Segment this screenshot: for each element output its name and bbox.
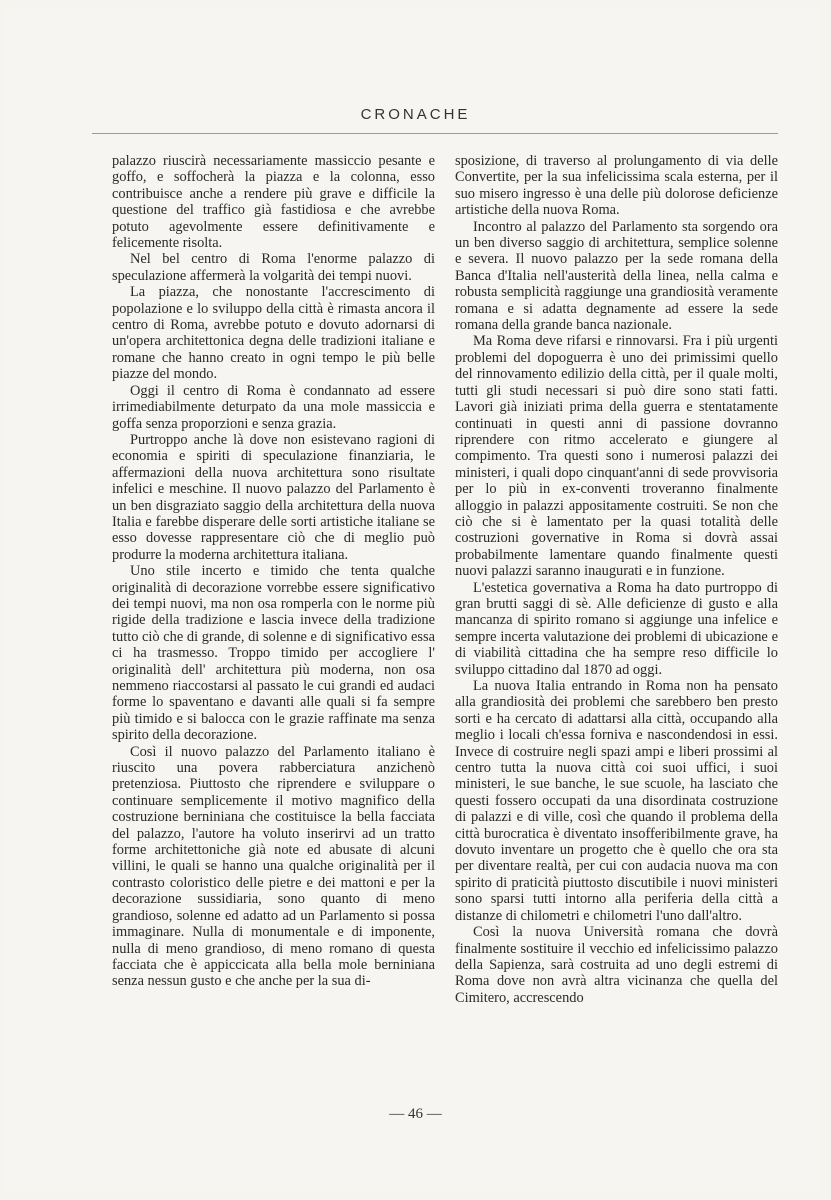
- paragraph: Incontro al palazzo del Parlamento sta sorgendo ora un ben diverso saggio di architettura, semplice solenne e severa. Il nuovo palazzo per la sede romana della Banca d'Italia nell'austerità della linea, nella calma e robusta semplicità raggiunge una grandiosità veramente romana e si adatta degnamente ad essere la sede romana della grande banca nazionale.: [455, 218, 778, 334]
- header-rule: [92, 133, 778, 134]
- paragraph: Così la nuova Università romana che dovrà finalmente sostituire il vecchio ed infelicissimo palazzo della Sapienza, sarà costruita ad uno degli estremi di Roma dove non avrà altra vicinanza che quella del Cimitero, accrescendo: [455, 924, 778, 1006]
- paragraph: Purtroppo anche là dove non esistevano ragioni di economia e spiriti di speculazione finanziaria, le affermazioni della nuova architettura sono risultate infelici e meschine. Il nuovo palazzo del Parlamento è un ben disgraziato saggio della architettura della nuova Italia e farebbe disperare delle sorti artistiche italiane se esso dovesse rappresentare ciò che di meglio può produrre la moderna architettura italiana.: [112, 431, 435, 563]
- paragraph: sposizione, di traverso al prolungamento di via delle Convertite, per la sua infelicissima scala esterna, per il suo misero ingresso è una delle più dolorose deficienze artistiche della nuova Roma.: [455, 153, 778, 219]
- paragraph: palazzo riuscirà necessariamente massiccio pesante e goffo, e soffocherà la piazza e la colonna, esso contribuisce anche a rendere più grave e difficile la questione del traffico già fastidiosa e che avrebbe potuto agevolmente essere definitivamente e felicemente risolta.: [112, 153, 435, 252]
- running-head: CRONACHE: [360, 106, 471, 123]
- paragraph: Uno stile incerto e timido che tenta qualche originalità di decorazione vorrebbe essere significativo dei tempi nuovi, ma non osa romperla con le norme più rigide della tradizione e lascia invece della tradizione tutto ciò che di grande, di solenne e di significativo essa ci ha trasmesso. Troppo timido per accogliere l' originalità dell' architettura più moderna, non osa nemmeno riaccostarsi al passato le cui grandi ed audaci forme lo spaventano e davanti alle quali si fa sempre più timido e si balocca con le grazie raffinate ma senza spirito della decorazione.: [112, 563, 435, 744]
- paragraph: L'estetica governativa a Roma ha dato purtroppo di gran brutti saggi di sè. Alle deficienze di gusto e alla mancanza di spirito romano si aggiunge una infelice e sempre incerta valutazione dei problemi di ubicazione e di viabilità cittadina che ha sempre reso difficile lo sviluppo cittadino dal 1870 ad oggi.: [455, 579, 778, 678]
- paragraph: Nel bel centro di Roma l'enorme palazzo di speculazione affermerà la volgarità dei tempi nuovi.: [112, 251, 435, 284]
- left-column: [112, 153, 435, 990]
- paragraph: La piazza, che nonostante l'accrescimento di popolazione e lo sviluppo della città è rimasta ancora il centro di Roma, avrebbe potuto e dovuto adornarsi di un'opera architettonica degna delle tradizioni italiane e romane che hanno creato in ogni tempo le più belle piazze del mondo.: [112, 284, 435, 383]
- page-number: — 46 —: [389, 1106, 442, 1122]
- paragraph: Ma Roma deve rifarsi e rinnovarsi. Fra i più urgenti problemi del dopoguerra è uno dei primissimi quello del rinnovamento edilizio della città, per il quale molti, tutti gli studi necessari si può dire sono stati fatti. Lavori già iniziati prima della guerra e stentatamente continuati in questi anni di passione dovranno riprendere con ritmo accelerato e giungere al compimento. Tra questi sono i numerosi palazzi dei ministeri, i quali dopo cinquant'anni di sede provvisoria per lo più in ex-conventi troveranno finalmente alloggio in palazzi appositamente costruiti. Se non che ciò che si è lamentato per la quasi totalità delle costruzioni governative in Roma si dovrà assai probabilmente lamentare quando finalmente questi nuovi palazzi saranno inaugurati e in funzione.: [455, 333, 778, 580]
- paragraph: Oggi il centro di Roma è condannato ad essere irrimediabilmente deturpato da una mole massiccia e goffa senza proporzioni e senza grazia.: [112, 382, 435, 432]
- paragraph: La nuova Italia entrando in Roma non ha pensato alla grandiosità dei problemi che sarebbero ben presto sorti e ha cercato di adattarsi alla città, occupando alla meglio i locali ch'essa forniva e nascondendosi in essi. Invece di costruire negli spazi ampi e liberi prossimi al centro tutta la nuova città coi suoi uffici, i suoi ministeri, le sue banche, le sue scuole, ha lasciato che questi fossero occupati da una disordinata costruzione di palazzi e di ville, così che quando il problema della città burocratica è diventato insofferibilmente grave, ha dovuto inventare un progetto che è quello che ora sta per diventare realtà, per cui con audacia nuova ma con spirito di praticità piuttosto discutibile i nuovi ministeri sono sparsi tutti intorno alla periferia della città a distanze di chilometri e chilometri l'uno dall'altro.: [455, 678, 778, 924]
- right-column: [455, 153, 778, 1006]
- paragraph: Così il nuovo palazzo del Parlamento italiano è riuscito una povera rabberciatura anzichenò pretenziosa. Piuttosto che riprendere e sviluppare o continuare semplicemente il motivo magnifico della costruzione berniniana che costituisce la bella facciata del palazzo, l'autore ha voluto inserirvi ad un tratto forme architettoniche già note ed abusate di alcuni villini, le quali se hanno una qualche originalità per il contrasto coloristico delle pietre e dei mattoni e per la decorazione sussidiaria, sono quanto di meno grandioso, solenne ed adatto ad un Parlamento si possa immaginare. Nulla di monumentale e di imponente, nulla di meno grandioso, di meno romano di questa facciata che è appiccicata alla bella mole berniniana senza nessun gusto e che anche per la sua di-: [112, 743, 435, 990]
